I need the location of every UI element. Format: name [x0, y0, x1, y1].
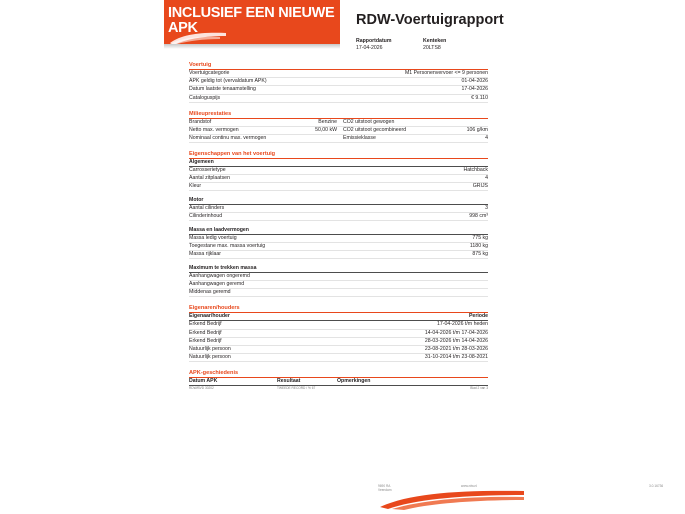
table-row: [189, 183, 488, 191]
row-value: 17-04-2026: [461, 86, 488, 93]
owner-name: Erkend Bedrijf: [189, 329, 222, 336]
table-row: [189, 321, 488, 329]
table-row: [189, 386, 488, 391]
column-header-period: Periode: [468, 313, 488, 320]
section-eigenaren: [0, 305, 685, 362]
header-meta-kenteken: [423, 38, 490, 52]
table-header-row: [189, 313, 488, 321]
section-apk-geschiedenis: [0, 370, 685, 391]
row-value-2: 4: [485, 135, 488, 142]
header-meta-label: Kenteken: [423, 38, 447, 44]
footer-website[interactable]: www.rdw.nl: [461, 484, 477, 488]
footer-address: 9690 RA Veendam: [378, 484, 392, 492]
swoosh-icon: [380, 490, 525, 510]
table-row: [189, 78, 488, 86]
promo-banner: [164, 0, 340, 44]
owner-period: 23-08-2021 t/m 28-03-2026: [424, 345, 488, 352]
row-value: Hatchback: [463, 166, 488, 173]
row-label: Cataloguspijs: [189, 94, 221, 101]
owner-period: 14-04-2026 t/m 17-04-2026: [424, 329, 488, 336]
section-voertuig: [0, 62, 685, 103]
row-value: GRIJS: [472, 183, 488, 190]
table-row: [189, 135, 488, 143]
subsection-title-motor: Motor: [189, 197, 204, 204]
table-row: [189, 281, 488, 289]
row-label: Kleur: [189, 183, 202, 190]
row-value: 1180 kg: [469, 242, 488, 249]
apk-result: TWEEDE RECORD / % 67: [277, 386, 316, 391]
page-title: RDW-Voertuigrapport: [356, 12, 504, 28]
promo-banner-text: INCLUSIEF EEN NIEUWE APK: [168, 5, 335, 36]
row-label: Aanhangwagen ongeremd: [189, 272, 250, 279]
header-meta-label: Rapportdatum: [356, 38, 392, 44]
section-milieuprestaties: [0, 111, 685, 144]
owner-name: Natuurlijk persoon: [189, 354, 231, 361]
motor-rows: [189, 205, 488, 221]
table-row: [189, 70, 488, 78]
table-row: [189, 273, 488, 281]
column-header-result: Resultaat: [277, 378, 301, 385]
header-meta-rapportdatum: [356, 38, 423, 52]
table-row: [189, 346, 488, 354]
row-label: APK geldig tot (vervaldatum APK): [189, 78, 267, 85]
table-row: [189, 119, 488, 127]
table-row: [189, 330, 488, 338]
row-label: Toegestane max. massa voertuig: [189, 242, 266, 249]
row-value: 01-04-2026: [461, 78, 488, 85]
table-header-row: [189, 378, 488, 386]
report-footer: [0, 484, 685, 514]
table-row: [189, 235, 488, 243]
header-meta-value: 20LTS8: [423, 45, 441, 51]
row-value: 875 kg: [472, 251, 488, 258]
table-row: [189, 205, 488, 213]
section-title-apk: APK-geschiedenis: [189, 370, 239, 377]
owner-period: 17-04-2026 t/m heden: [436, 321, 488, 328]
row-value: € 9.110: [471, 94, 488, 101]
apk-table: [189, 378, 488, 391]
section-title-voertuig: Voertuig: [189, 62, 212, 68]
column-header-owner: Eigenaar/houder: [189, 313, 230, 320]
row-label: Massa rijklaar: [189, 251, 221, 258]
row-value: 3: [485, 204, 488, 211]
row-value: 50,00 kW: [315, 126, 337, 133]
column-header-remarks: Opmerkingen: [337, 378, 371, 385]
header-meta: [356, 38, 656, 52]
row-label: Netto max. vermogen: [189, 126, 239, 133]
table-row: [189, 251, 488, 259]
trekken-rows: [189, 273, 488, 298]
report-content: [0, 62, 685, 391]
owner-period: 31-10-2014 t/m 23-08-2021: [424, 354, 488, 361]
section-title-eigenschappen: Eigenschappen van het voertuig: [189, 151, 276, 158]
table-row: [189, 175, 488, 183]
row-label-2: CO2 uitstoot gecombineerd: [343, 126, 407, 133]
subsection-title-trekken: Maximum te trekken massa: [189, 265, 257, 272]
row-label: Massa ledig voertuig: [189, 234, 237, 241]
table-row: [189, 86, 488, 94]
row-label: Datum laatste tenaamstelling: [189, 86, 256, 93]
row-label-2: Emissieklasse: [343, 135, 376, 142]
apk-date: RDW/BVD 30202: [189, 386, 214, 391]
milieu-rows: [189, 119, 488, 144]
table-row: [189, 95, 488, 103]
row-value: M1 Personenvervoer <= 9 personen: [404, 70, 488, 76]
algemeen-rows: [189, 167, 488, 192]
row-value: 998 cm³: [469, 213, 488, 220]
row-label: Carrosserietype: [189, 166, 226, 173]
owner-name: Erkend Bedrijf: [189, 337, 222, 344]
voertuig-rows: [189, 70, 488, 103]
row-label: Cilinderinhoud: [189, 213, 223, 220]
row-label: Nominaal continu max. vermogen: [189, 135, 267, 142]
row-label: Aantal zitplaatsen: [189, 175, 230, 181]
row-label: Brandstof: [189, 118, 212, 125]
section-eigenschappen: [0, 151, 685, 297]
table-row: [189, 338, 488, 346]
row-label: Aanhangwagen geremd: [189, 281, 245, 287]
table-row: [189, 213, 488, 221]
row-label: Middenas geremd: [189, 289, 231, 296]
footer-version: 3.0.16736: [649, 484, 664, 488]
banner-shadow: [164, 44, 340, 49]
column-header-date: Datum APK: [189, 378, 218, 385]
report-header: [0, 0, 685, 62]
apk-remark: [337, 386, 448, 391]
table-row: [189, 127, 488, 135]
row-label-2: CO2 uitstoot gewogen: [343, 118, 395, 125]
owner-period: 28-03-2026 t/m 14-04-2026: [424, 337, 488, 344]
page-number: Blad 2 van 3: [470, 386, 488, 391]
owner-name: Erkend Bedrijf: [189, 321, 222, 328]
row-label: Voertuigcategorie: [189, 70, 230, 76]
table-row: [189, 243, 488, 251]
row-value: 4: [485, 175, 488, 181]
subsection-title-algemeen: Algemeen: [189, 159, 214, 166]
eigenaren-table: [189, 313, 488, 362]
massa-rows: [189, 235, 488, 260]
row-value: 775 kg: [472, 234, 488, 241]
row-value-2: 106 g/km: [466, 126, 488, 133]
row-label: Aantal cilinders: [189, 204, 225, 211]
table-row: [189, 167, 488, 175]
table-row: [189, 289, 488, 297]
section-title-milieuprestaties: Milieuprestaties: [189, 110, 232, 117]
subsection-title-massa: Massa en laadvermogen: [189, 227, 249, 234]
row-value: Benzine: [318, 118, 337, 125]
owner-name: Natuurlijk persoon: [189, 345, 231, 352]
header-meta-value: 17-04-2026: [356, 45, 383, 51]
swoosh-icon: [168, 30, 228, 44]
table-row: [189, 354, 488, 362]
section-title-eigenaren: Eigenaren/houders: [189, 305, 240, 312]
